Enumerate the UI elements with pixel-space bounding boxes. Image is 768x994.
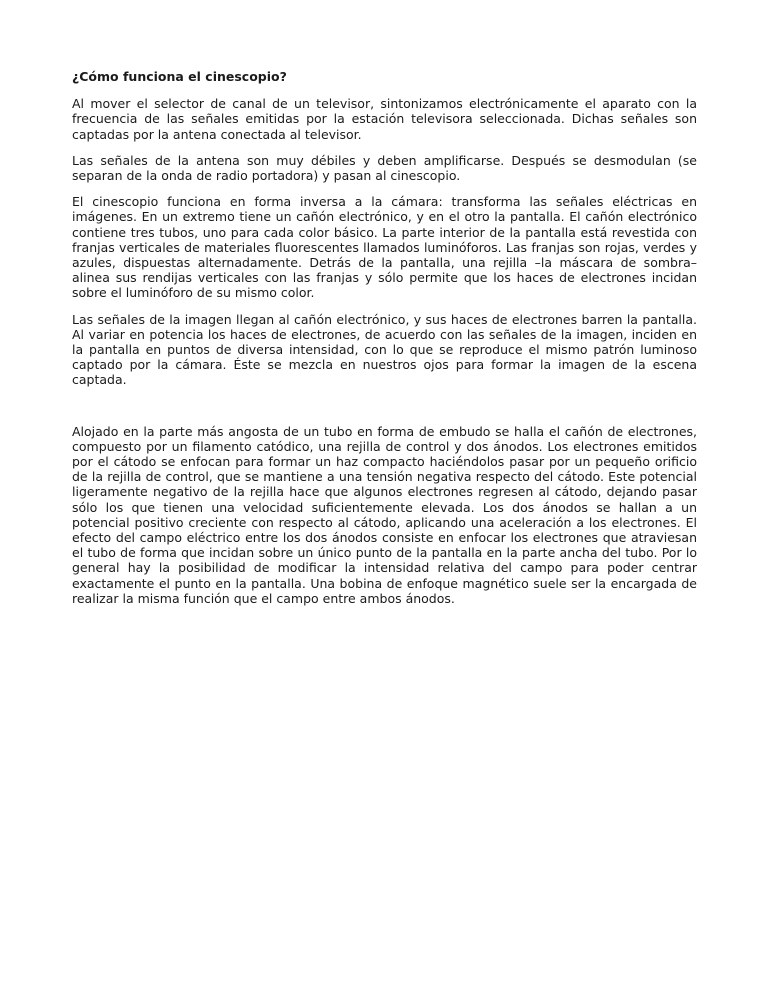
- paragraph-selector-canal: Al mover el selector de canal de un televisor, sintonizamos electrónicamente el aparato con la frecuencia de las señales emitidas por la estación televisora seleccionada. Dichas señales son captadas por la antena conectada al televisor.: [72, 96, 697, 142]
- paragraph-canon-electrones: Alojado en la parte más angosta de un tubo en forma de embudo se halla el cañón de electrones, compuesto por un filamento catódico, una rejilla de control y dos ánodos. Los electrones emitidos por el cátodo se enfocan para formar un haz compacto haciéndolos pasar por un pequeño orificio de la rejilla de control, que se mantiene a una tensión negativa respecto del cátodo. Este potencial ligeramente negativo de la rejilla hace que algunos electrones regresen al cátodo, dejando pasar sólo los que tienen una velocidad suficientemente elevada. Los dos ánodos se hallan a un potencial positivo creciente con respecto al cátodo, aplicando una aceleración a los electrones. El efecto del campo eléctrico entre los dos ánodos consiste en enfocar los electrones que atraviesan el tubo de forma que incidan sobre un único punto de la pantalla en la parte ancha del tubo. Por lo general hay la posibilidad de modificar la intensidad relativa del campo para poder centrar exactamente el punto en la pantalla. Una bobina de enfoque magnético suele ser la encargada de realizar la misma función que el campo entre ambos ánodos.: [72, 423, 697, 606]
- document-title: ¿Cómo funciona el cinescopio?: [72, 69, 287, 84]
- paragraph-cinescopio-funciona: El cinescopio funciona en forma inversa a la cámara: transforma las señales eléctricas en imágenes. En un extremo tiene un cañón electrónico, y en el otro la pantalla. El cañón electrónico contiene tres tubos, uno para cada color básico. La parte interior de la pantalla está revestida con franjas verticales de materiales fluorescentes llamados luminóforos. Las franjas son rojas, verdes y azules, dispuestas alternadamente. Detrás de la pantalla, una rejilla –la máscara de sombra– alinea sus rendijas verticales con las franjas y sólo permite que los haces de electrones incidan sobre el luminóforo de su mismo color.: [72, 194, 697, 301]
- paragraph-senales-imagen: Las señales de la imagen llegan al cañón electrónico, y sus haces de electrones barren la pantalla. Al variar en potencia los haces de electrones, de acuerdo con las señales de la imagen, inciden en la pantalla en puntos de diversa intensidad, con lo que se reproduce el mismo patrón luminoso captado por la cámara. Éste se mezcla en nuestros ojos para formar la imagen de la escena captada.: [72, 311, 697, 388]
- document-page: [72, 62, 697, 617]
- paragraph-senales-antena: Las señales de la antena son muy débiles y deben amplificarse. Después se desmodulan (se separan de la onda de radio portadora) y pasan al cinescopio.: [72, 152, 697, 184]
